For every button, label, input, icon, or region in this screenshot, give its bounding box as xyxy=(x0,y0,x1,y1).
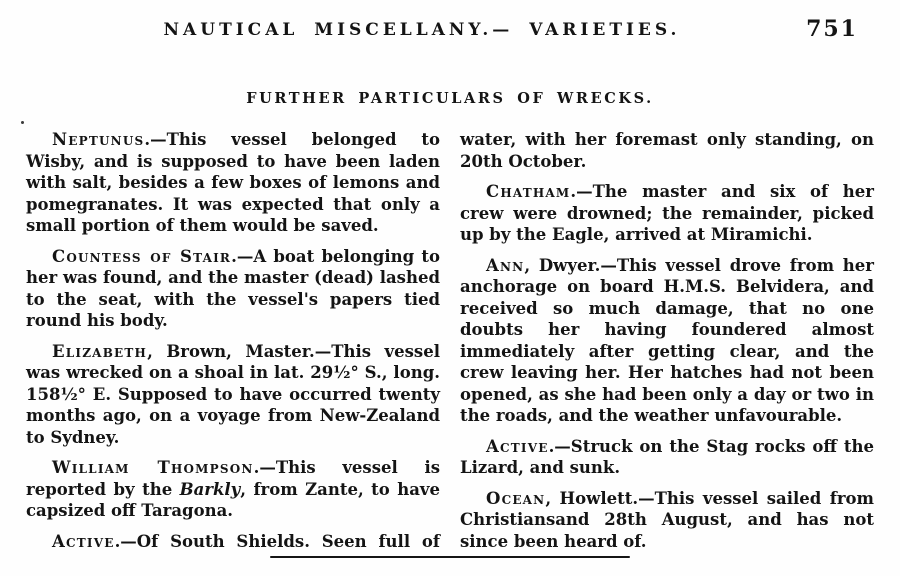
paragraph-text: .—This vessel is reported by the xyxy=(26,458,440,499)
ship-name: Active xyxy=(52,531,115,551)
wreck-paragraph-active xyxy=(460,436,874,479)
continuation-paragraph xyxy=(460,129,874,172)
wreck-paragraph-countess-of-stair xyxy=(26,246,440,332)
ship-name: Active xyxy=(486,436,549,456)
wreck-paragraph-chatham xyxy=(460,181,874,246)
page-number: 751 xyxy=(806,16,858,42)
paragraph-text: .—The master and six of her crew were drowned; the remainder, picked up by the Eagle, arrived at Miramichi. xyxy=(460,182,874,244)
wreck-paragraph-ann xyxy=(460,255,874,427)
ship-name: Chatham xyxy=(486,182,571,201)
page-header xyxy=(0,0,900,50)
vessel-name-italic: Barkly xyxy=(179,479,241,499)
ship-name: William Thompson xyxy=(52,458,254,477)
ship-name: Neptunus xyxy=(52,130,145,149)
paragraph-text: , from Zante, to have capsized off Taragona. xyxy=(26,479,440,520)
wreck-paragraph-neptunus xyxy=(26,129,440,237)
ship-name: Ocean xyxy=(486,488,546,508)
wreck-paragraph-ocean xyxy=(460,488,874,553)
paragraph-text: , Brown, Master.—This vessel was wrecked on a shoal in lat. 29½° S., long. 158½° E. Supposed to have occurred twenty months ago, on a voyage from New-Zealand to Sydney. xyxy=(26,341,440,447)
ink-speck xyxy=(21,121,24,124)
ship-name: Elizabeth xyxy=(52,341,148,361)
wreck-paragraph-william-thompson xyxy=(26,457,440,522)
paragraph-text: , Dwyer.—This vessel drove from her anchorage on board H.M.S. Belvidera, and received so much damage, that no one doubts her having foundered almost immediately after getting clear, and the crew leaving her. Her hatches had not been opened, as she had been only a day or two in the roads, and the weather unfavourable. xyxy=(460,255,874,425)
paragraph-text: .—This vessel belonged to Wisby, and is supposed to have been laden with salt, besides a few boxes of lemons and pomegranates. It was expected that only a small portion of them would be saved. xyxy=(26,130,440,235)
ship-name: Ann xyxy=(486,255,525,275)
ship-name: Countess of Stair xyxy=(52,246,232,266)
running-title: NAUTICAL MISCELLANY.— VARIETIES. xyxy=(163,20,681,40)
bottom-rule xyxy=(270,556,630,558)
section-title: FURTHER PARTICULARS OF WRECKS. xyxy=(246,90,654,107)
two-column-body xyxy=(0,129,900,561)
paragraph-text: water, with her foremast only standing, on 20th October. xyxy=(460,130,874,171)
wreck-paragraph-active xyxy=(26,531,440,553)
paragraph-text: .—A boat belonging to her was found, and the master (dead) lashed to the seat, with the vessel's papers tied round his body. xyxy=(26,246,440,330)
column-right xyxy=(460,129,874,561)
wreck-paragraph-elizabeth xyxy=(26,341,440,449)
paragraph-text: .—Of South Shields. Seen full of xyxy=(114,531,440,551)
paragraph-text: , Howlett.—This vessel sailed from Christiansand 28th August, and has not since been heard of. xyxy=(460,488,874,551)
paragraph-text: .—Struck on the Stag rocks off the Lizard, and sunk. xyxy=(460,436,874,477)
column-left xyxy=(26,129,440,561)
